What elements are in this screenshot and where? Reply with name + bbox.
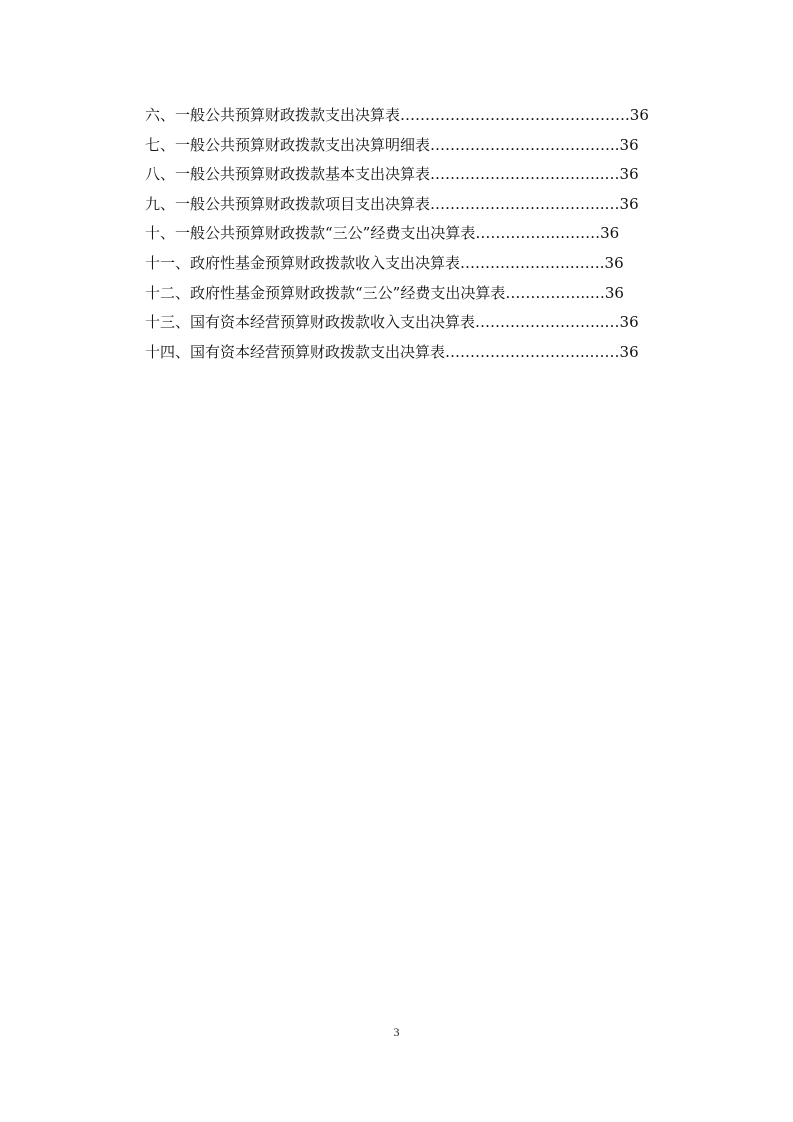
table-of-contents xyxy=(145,101,675,367)
page-number: 3 xyxy=(393,1025,400,1039)
toc-entry: 九、一般公共预算财政拨款项目支出决算表……………………………..…36 xyxy=(145,194,639,213)
toc-entry: 十、一般公共预算财政拨款“三公”经费支出决算表…………….………36 xyxy=(145,224,620,243)
toc-entry: 十一、政府性基金预算财政拨款收入支出决算表………………….…….36 xyxy=(145,253,624,272)
toc-entry: 六、一般公共预算财政拨款支出决算表……………………………………….36 xyxy=(145,106,649,124)
toc-entry: 十二、政府性基金预算财政拨款“三公”经费支出决算表……………..…36 xyxy=(145,283,624,302)
toc-entry: 七、一般公共预算财政拨款支出决算明细表………………………………..36 xyxy=(145,135,639,154)
toc-entry: 十三、国有资本经营预算财政拨款收入支出决算表……………………..…36 xyxy=(145,313,639,332)
toc-entry: 八、一般公共预算财政拨款基本支出决算表……………………………..…36 xyxy=(145,165,639,184)
toc-entry: 十四、国有资本经营预算财政拨款支出决算表………………………..……36 xyxy=(145,342,639,361)
